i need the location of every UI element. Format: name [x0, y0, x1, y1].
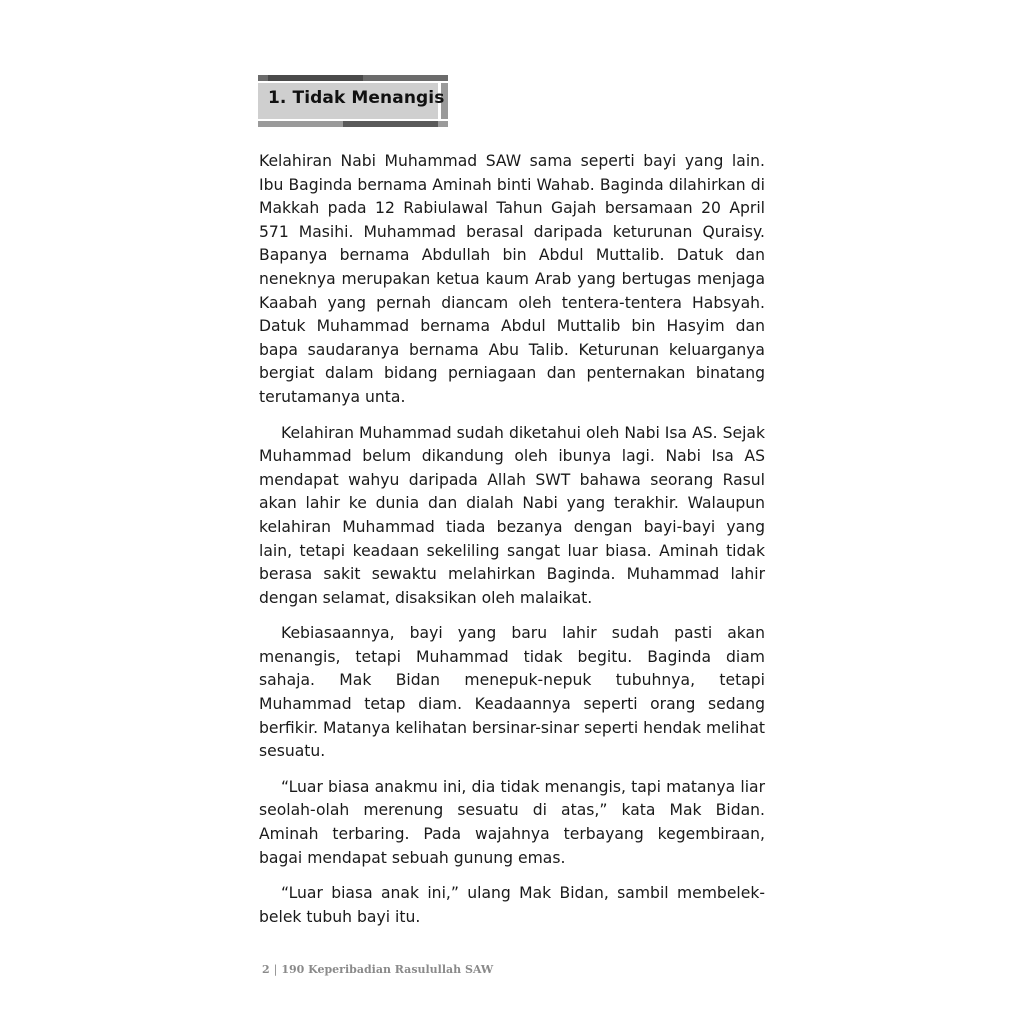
- section-heading: 1. Tidak Menangis: [268, 88, 445, 108]
- paragraph-3: Kebiasaannya, bayi yang baru lahir sudah pasti akan menangis, tetapi Muhammad tidak begitu. Baginda diam sahaja. Mak Bidan menepuk-nepuk tubuhnya, tetapi Muhammad tetap diam. Keadaannya seperti orang sedang berfikir. Matanya kelihatan bersinar-sinar seperti hendak melihat sesuatu.: [259, 624, 765, 761]
- paragraph-1: Kelahiran Nabi Muhammad SAW sama seperti bayi yang lain. Ibu Baginda bernama Aminah binti Wahab. Baginda dilahirkan di Makkah pada 12 Rabiulawal Tahun Gajah bersamaan 20 April 571 Masihi. Muhammad berasal daripada keturunan Quraisy. Bapanya bernama Abdullah bin Abdul Muttalib. Datuk dan neneknya merupakan ketua kaum Arab yang bertugas menjaga Kaabah yang pernah diancam oleh tentera-tentera Habsyah. Datuk Muhammad bernama Abdul Muttalib bin Hasyim dan bapa saudaranya bernama Abu Talib. Keturunan keluarganya bergiat dalam bidang perniagaan dan penternakan binatang terutamanya unta.: [259, 152, 765, 406]
- page-footer: [262, 963, 493, 976]
- paragraph-4: “Luar biasa anakmu ini, dia tidak menangis, tapi matanya liar seolah-olah merenung sesuatu di atas,” kata Mak Bidan. Aminah terbaring. Pada wajahnya terbayang kegembiraan, bagai mendapat sebuah gunung emas.: [259, 777, 765, 867]
- body-text: [259, 150, 765, 941]
- banner-top-accent: [268, 75, 363, 81]
- footer-separator: |: [273, 963, 278, 976]
- paragraph-5: “Luar biasa anak ini,” ulang Mak Bidan, sambil membelek-belek tubuh bayi itu.: [259, 884, 765, 926]
- banner-bottom-accent: [343, 121, 438, 127]
- section-heading-banner: [258, 75, 448, 127]
- page-number: 2: [262, 963, 270, 976]
- paragraph-2: Kelahiran Muhammad sudah diketahui oleh Nabi Isa AS. Sejak Muhammad belum dikandung oleh ibunya lagi. Nabi Isa AS mendapat wahyu daripada Allah SWT bahawa seorang Rasul akan lahir ke dunia dan dialah Nabi yang terakhir. Walaupun kelahiran Muhammad tiada bezanya dengan bayi-bayi yang lain, tetapi keadaan sekeliling sangat luar biasa. Aminah tidak berasa sakit sewaktu melahirkan Baginda. Muhammad lahir dengan selamat, disaksikan oleh malaikat.: [259, 423, 765, 607]
- book-title: 190 Keperibadian Rasulullah SAW: [281, 963, 494, 976]
